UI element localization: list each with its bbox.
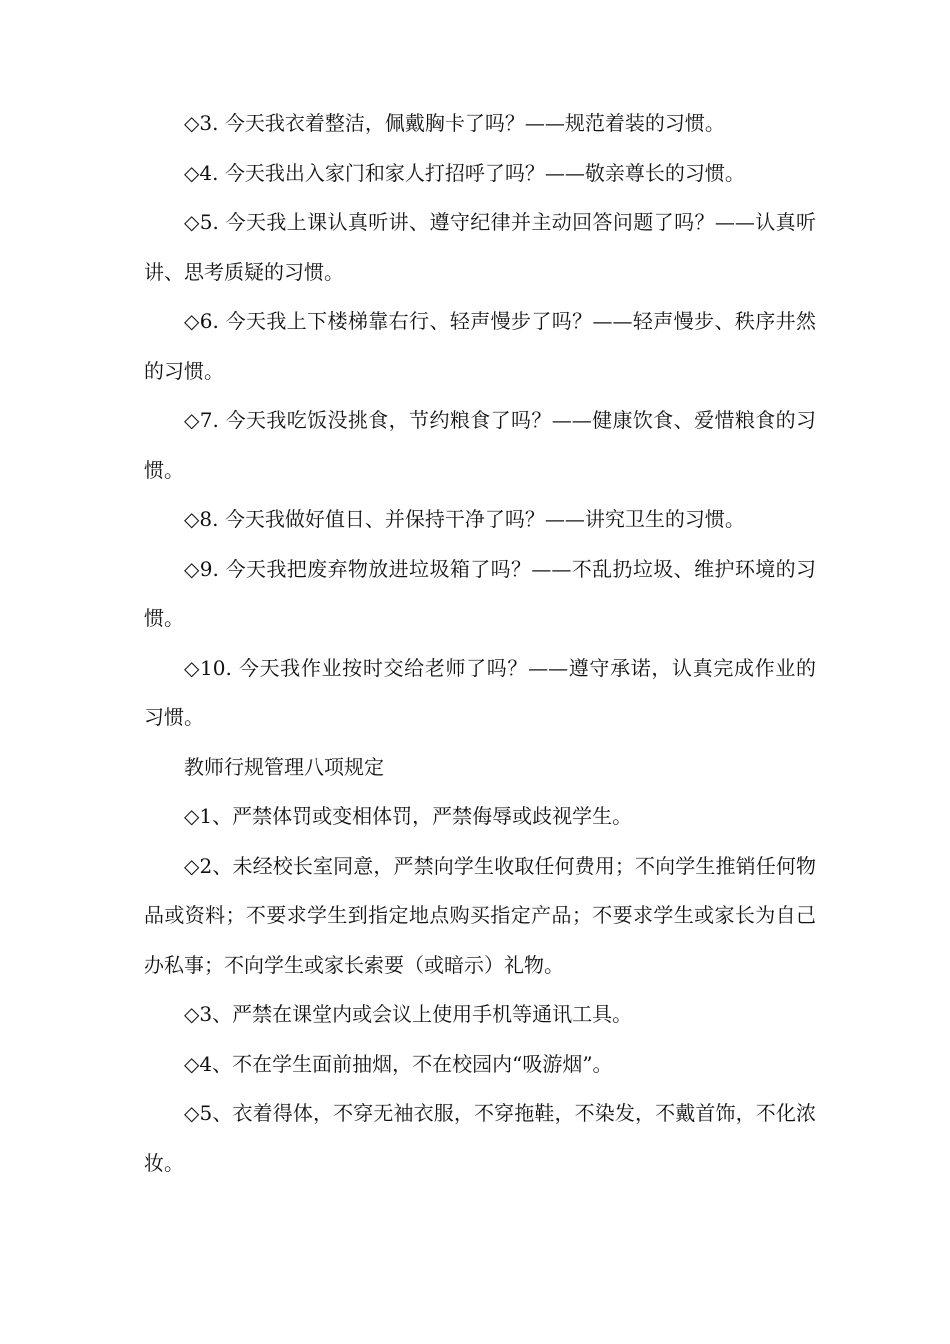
- habit-item-8: ◇8. 今天我做好值日、并保持干净了吗？——讲究卫生的习惯。: [184, 507, 745, 531]
- habit-item-9: ◇9. 今天我把废弃物放进垃圾箱了吗？——不乱扔垃圾、维护环境的习惯。: [144, 556, 816, 630]
- habit-item-5: ◇5. 今天我上课认真听讲、遵守纪律并主动回答问题了吗？——认真听讲、思考质疑的习惯。: [144, 210, 816, 284]
- document-body: [144, 99, 816, 1188]
- habit-item-4: ◇4. 今天我出入家门和家人打招呼了吗？——敬亲尊长的习惯。: [184, 160, 745, 185]
- habit-item-10: ◇10. 今天我作业按时交给老师了吗？——遵守承诺，认真完成作业的习惯。: [144, 655, 816, 729]
- teacher-rule-3: ◇3、严禁在课堂内或会议上使用手机等通讯工具。: [184, 1002, 633, 1026]
- habit-item-3: ◇3. 今天我衣着整洁，佩戴胸卡了吗？——规范着装的习惯。: [184, 111, 725, 135]
- section-heading-teacher-rules: 教师行规管理八项规定: [184, 754, 384, 779]
- habit-item-7: ◇7. 今天我吃饭没挑食，节约粮食了吗？——健康饮食、爱惜粮食的习惯。: [144, 408, 816, 482]
- habit-item-6: ◇6. 今天我上下楼梯靠右行、轻声慢步了吗？——轻声慢步、秩序井然的习惯。: [144, 309, 816, 383]
- teacher-rule-4: ◇4、不在学生面前抽烟，不在校园内“吸游烟”。: [184, 1051, 613, 1076]
- teacher-rule-2: ◇2、未经校长室同意，严禁向学生收取任何费用；不向学生推销任何物品或资料；不要求学生到指定地点购买指定产品；不要求学生或家长为自己办私事；不向学生或家长索要（或暗示）礼物。: [144, 853, 816, 977]
- teacher-rule-1: ◇1、严禁体罚或变相体罚，严禁侮辱或歧视学生。: [184, 804, 633, 828]
- teacher-rule-5: ◇5、衣着得体，不穿无袖衣服，不穿拖鞋，不染发，不戴首饰，不化浓妆。: [144, 1101, 816, 1175]
